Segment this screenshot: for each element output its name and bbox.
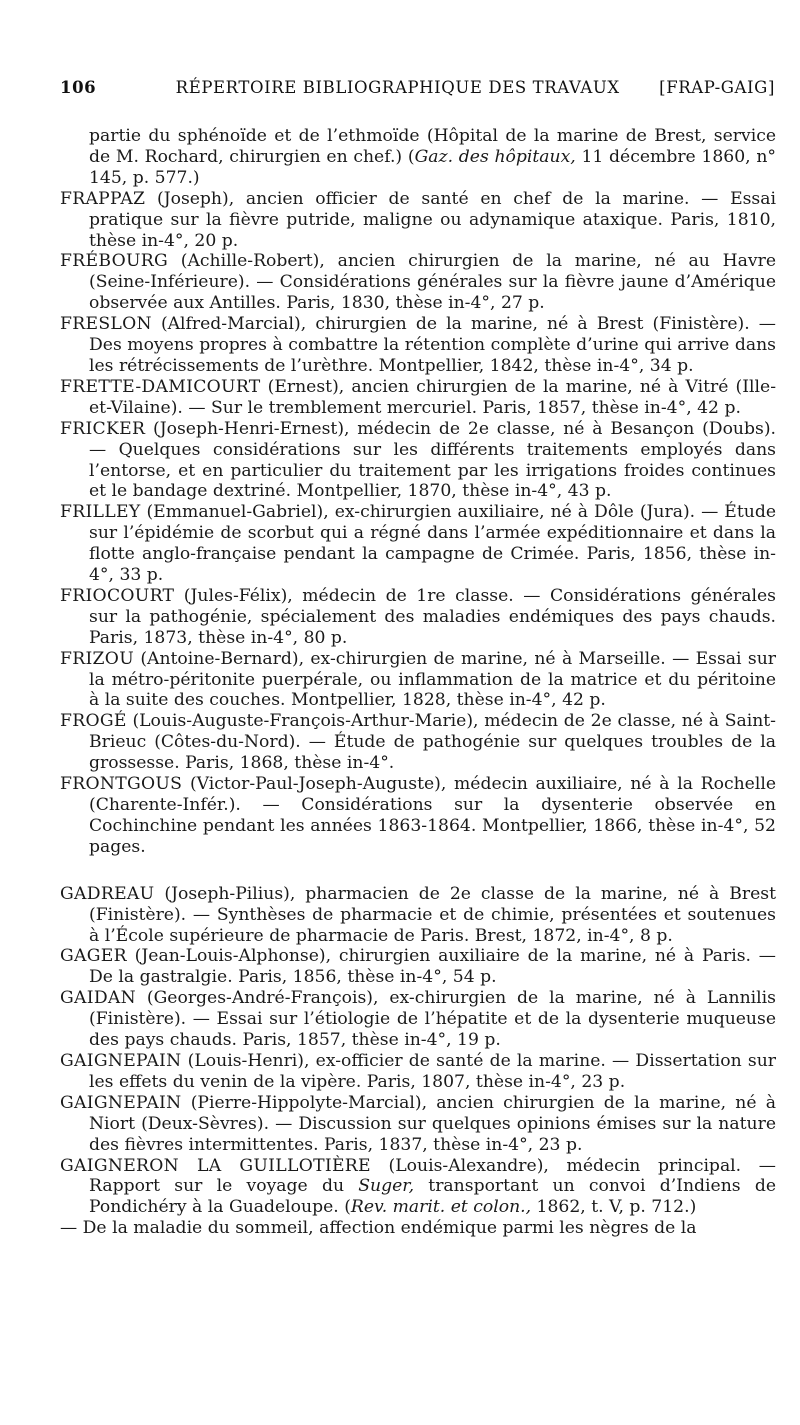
bibliography-entry: GADREAU (Joseph-Pilius), pharmacien de 2e classe de la marine, né à Brest (Finistère). — Synthèses de pharmacie et de chimie, présentées et soutenues à l’École supérieure de pharmacie de Paris. Brest, 1872, in-4°, 8 p. — [60, 883, 776, 946]
bibliography-entry: FRIOCOURT (Jules-Félix), médecin de 1re classe. — Considérations générales sur la pathogénie, spécialement des maladies endémiques des pays chauds. Paris, 1873, thèse in-4°, 80 p. — [60, 585, 776, 648]
author-name: GAIGNERON LA GUILLOTIÈRE — [60, 1155, 371, 1176]
bibliography-entry: FRICKER (Joseph-Henri-Ernest), médecin de 2e classe, né à Besançon (Doubs). — Quelques considérations sur les différents traitements employés dans l’entorse, et en particulier du traitement par les irrigations froides continues et le bandage dextriné. Montpellier, 1870, thèse in-4°, 43 p. — [60, 418, 776, 502]
bibliography-entry: GAIGNERON LA GUILLOTIÈRE (Louis-Alexandre), médecin principal. — Rapport sur le voyage du Suger, transportant un convoi d’Indiens de Pondichéry à la Guadeloupe. (Rev. marit. et colon., 1862, t. V, p. 712.) — [60, 1155, 776, 1218]
author-name: GADREAU — [60, 883, 155, 904]
author-name: FRIOCOURT — [60, 585, 175, 606]
bibliography-entry: GAIGNEPAIN (Louis-Henri), ex-officier de santé de la marine. — Dissertation sur les effets du venin de la vipère. Paris, 1807, thèse in-4°, 23 p. — [60, 1050, 776, 1092]
author-name: FRAPPAZ — [60, 188, 146, 209]
bibliography-entry: FROGÉ (Louis-Auguste-François-Arthur-Marie), médecin de 2e classe, né à Saint-Brieuc (Côtes-du-Nord). — Étude de pathogénie sur quelques troubles de la grossesse. Paris, 1868, thèse in-4°. — [60, 711, 776, 774]
bibliography-entry: FRAPPAZ (Joseph), ancien officier de santé en chef de la marine. — Essai pratique sur la fièvre putride, maligne ou adynamique ataxique. Paris, 1810, thèse in-4°, 20 p. — [60, 188, 776, 251]
author-name: GAIGNEPAIN — [60, 1050, 182, 1071]
author-name: FRETTE-DAMICOURT — [60, 376, 261, 397]
author-name: GAIGNEPAIN — [60, 1092, 182, 1113]
author-name: FRILLEY — [60, 502, 141, 523]
alphabetical-range: [FRAP-GAIG] — [659, 78, 775, 97]
bibliography-text — [60, 126, 776, 1239]
author-name: FRIZOU — [60, 648, 134, 669]
author-name: FRICKER — [60, 418, 146, 439]
page-number: 106 — [60, 78, 97, 97]
bibliography-entry: GAIGNEPAIN (Pierre-Hippolyte-Marcial), ancien chirurgien de la marine, né à Niort (Deux-Sèvres). — Discussion sur quelques opinions émises sur la nature des fièvres intermittentes. Paris, 1837, thèse in-4°, 23 p. — [60, 1092, 776, 1155]
running-title: RÉPERTOIRE BIBLIOGRAPHIQUE DES TRAVAUX — [175, 78, 620, 97]
bibliography-entry: FRETTE-DAMICOURT (Ernest), ancien chirurgien de la marine, né à Vitré (Ille-et-Vilaine). — Sur le tremblement mercuriel. Paris, 1857, thèse in-4°, 42 p. — [60, 376, 776, 418]
author-name: GAGER — [60, 946, 127, 967]
bibliography-entry: — De la maladie du sommeil, affection endémique parmi les nègres de la — [60, 1218, 697, 1239]
bibliography-entry: FRESLON (Alfred-Marcial), chirurgien de la marine, né à Brest (Finistère). — Des moyens propres à combattre la rétention complète d’urine qui arrive dans les rétrécissements de l’urèthre. Montpellier, 1842, thèse in-4°, 34 p. — [60, 314, 776, 376]
author-name: FRESLON — [60, 314, 152, 335]
author-name: FRONTGOUS — [60, 774, 183, 795]
bibliography-entry: FRIZOU (Antoine-Bernard), ex-chirurgien de marine, né à Marseille. — Essai sur la métro-péritonite puerpérale, ou inflammation de la matrice et du péritoine à la suite des couches. Montpellier, 1828, thèse in-4°, 42 p. — [60, 648, 776, 711]
page-header — [60, 78, 775, 112]
author-name: FRÉBOURG — [60, 251, 169, 272]
bibliography-entry: partie du sphénoïde et de l’ethmoïde (Hôpital de la marine de Brest, service de M. Rochard, chirurgien en chef.) (Gaz. des hôpitaux, 11 décembre 1860, n° 145, p. 577.) — [89, 126, 776, 188]
bibliography-entry: FRONTGOUS (Victor-Paul-Joseph-Auguste), médecin auxiliaire, né à la Rochelle (Charente-Infér.). — Considérations sur la dysenterie observée en Cochinchine pendant les années 1863-1864. Montpellier, 1866, thèse in-4°, 52 pages. — [60, 774, 776, 857]
author-name: GAIDAN — [60, 988, 136, 1009]
bibliography-entry: FRILLEY (Emmanuel-Gabriel), ex-chirurgien auxiliaire, né à Dôle (Jura). — Étude sur l’épidémie de scorbut qui a régné dans l’armée expéditionnaire et dans la flotte anglo-française pendant la campagne de Crimée. Paris, 1856, thèse in-4°, 33 p. — [60, 502, 776, 586]
author-name: FROGÉ — [60, 711, 127, 732]
bibliography-entry: GAIDAN (Georges-André-François), ex-chirurgien de la marine, né à Lannilis (Finistère). — Essai sur l’étiologie de l’hépatite et de la dysenterie muqueuse des pays chauds. Paris, 1857, thèse in-4°, 19 p. — [60, 988, 776, 1051]
bibliography-entry: FRÉBOURG (Achille-Robert), ancien chirurgien de la marine, né au Havre (Seine-Inférieure). — Considérations générales sur la fièvre jaune d’Amérique observée aux Antilles. Paris, 1830, thèse in-4°, 27 p. — [60, 251, 776, 314]
bibliography-entry: GAGER (Jean-Louis-Alphonse), chirurgien auxiliaire de la marine, né à Paris. — De la gastralgie. Paris, 1856, thèse in-4°, 54 p. — [60, 946, 776, 988]
